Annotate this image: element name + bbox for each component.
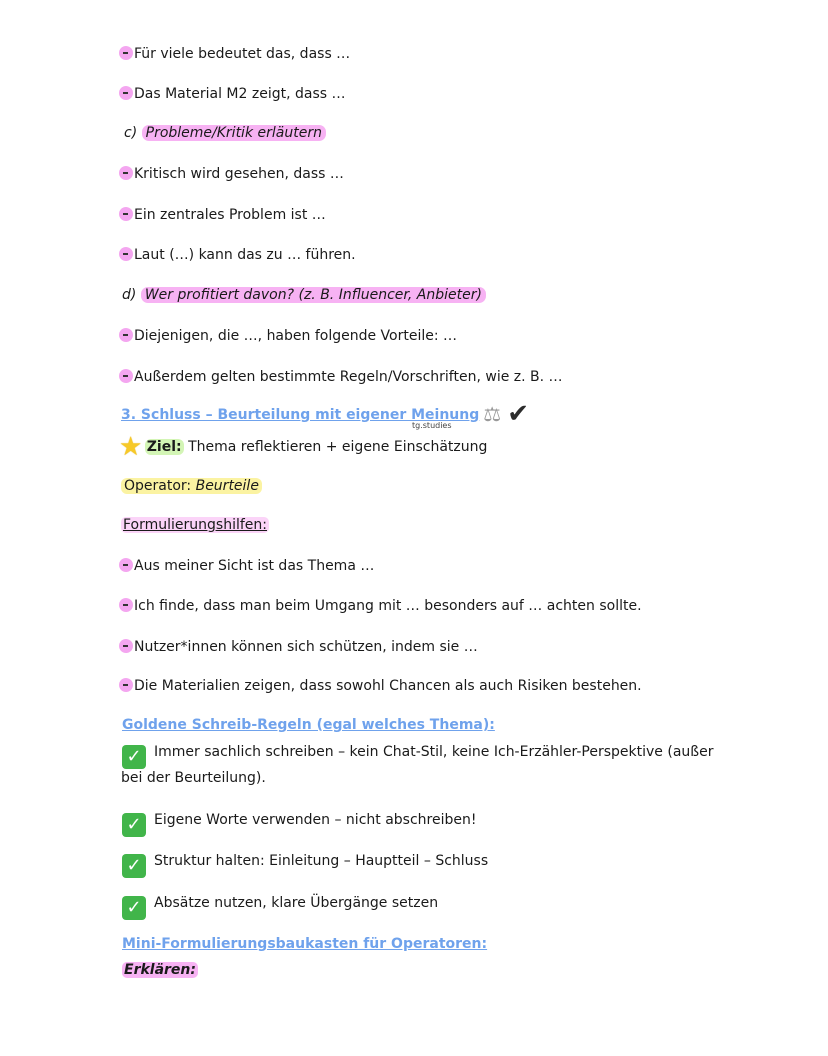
bullet-dash-icon [119, 328, 133, 342]
bullet-dash-icon [119, 598, 133, 612]
highlighted-label: Probleme/Kritik erläutern [142, 125, 326, 141]
list-item: Außerdem gelten bestimmte Regeln/Vorschriften, wie z. B. … [119, 367, 563, 387]
bullet-dash-icon [119, 678, 133, 692]
list-item: Die Materialien zeigen, dass sowohl Chancen als auch Risiken bestehen. [119, 676, 642, 696]
rule-item: ✓ Eigene Worte verwenden – nicht abschreiben! [122, 810, 476, 837]
goal-line: ★ Ziel: Thema reflektieren + eigene Einschätzung [119, 432, 488, 462]
list-item: Nutzer*innen können sich schützen, indem sie … [119, 637, 478, 657]
star-icon: ★ [119, 432, 143, 462]
subsection-c-heading: c) Probleme/Kritik erläutern [124, 123, 326, 143]
list-item: Aus meiner Sicht ist das Thema … [119, 556, 374, 576]
rule-item: ✓ Absätze nutzen, klare Übergänge setzen [122, 893, 438, 920]
green-check-icon: ✓ [122, 854, 146, 878]
list-item: Ich finde, dass man beim Umgang mit … besonders auf … achten sollte. [119, 596, 642, 616]
highlighted-label: Wer profitiert davon? (z. B. Influencer, Anbieter) [141, 287, 486, 303]
section-heading-rules: Goldene Schreib-Regeln (egal welches Thema): [122, 717, 495, 733]
bullet-dash-icon [119, 558, 133, 572]
bullet-dash-icon [119, 247, 133, 261]
bullet-dash-icon [119, 166, 133, 180]
list-item: Laut (…) kann das zu … führen. [119, 245, 356, 265]
list-item: Ein zentrales Problem ist … [119, 205, 326, 225]
rule-item-continuation: bei der Beurteilung). [121, 770, 266, 786]
bullet-dash-icon [119, 86, 133, 100]
bullet-dash-icon [119, 639, 133, 653]
green-check-icon: ✓ [122, 745, 146, 769]
operator-highlight: Operator: Beurteile [121, 478, 262, 494]
rule-item: ✓ Immer sachlich schreiben – kein Chat-Stil, keine Ich-Erzähler-Perspektive (außer [122, 742, 713, 769]
list-item: Kritisch wird gesehen, dass … [119, 164, 344, 184]
scale-icon: ⚖ [483, 402, 502, 426]
operator-line [121, 476, 262, 496]
help-heading: Formulierungshilfen: [123, 517, 267, 533]
list-item: Diejenigen, die …, haben folgende Vorteile: … [119, 326, 457, 346]
list-item: Das Material M2 zeigt, dass … [119, 84, 346, 104]
section-heading-schluss: 3. Schluss – Beurteilung mit eigener Meinung ⚖ ✔ [121, 399, 529, 429]
rule-item: ✓ Struktur halten: Einleitung – Hauptteil – Schluss [122, 851, 488, 878]
green-check-icon: ✓ [122, 813, 146, 837]
list-item: Für viele bedeutet das, dass … [119, 44, 350, 64]
bullet-dash-icon [119, 369, 133, 383]
subsection-d-heading: d) Wer profitiert davon? (z. B. Influencer, Anbieter) [122, 285, 486, 305]
bullet-dash-icon [119, 207, 133, 221]
green-check-icon: ✓ [122, 896, 146, 920]
operator-label-erklaeren: Erklären: [124, 962, 196, 978]
watermark: tg.studies [412, 421, 452, 430]
checkmark-icon: ✔ [507, 399, 529, 429]
bullet-dash-icon [119, 46, 133, 60]
section-heading-mini: Mini-Formulierungsbaukasten für Operatoren: [122, 936, 488, 952]
